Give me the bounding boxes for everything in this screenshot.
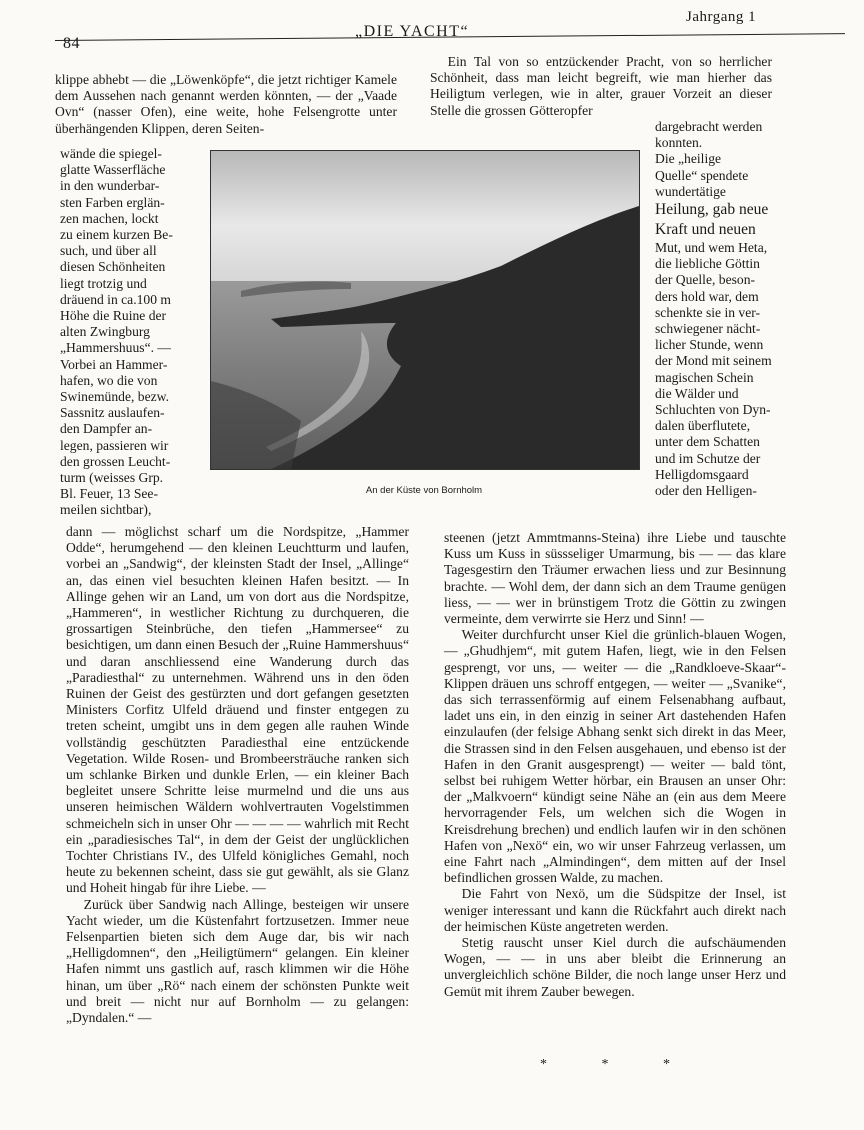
left-body xyxy=(66,524,409,1026)
section-end-mark: * * * xyxy=(540,1057,670,1072)
left-wrap-text: wände die spiegel- glatte Wasserfläche in den wunderbar- sten Farben erglän- zen machen, lockt zu einem kurzen Be- such, und über all diesen Schönheiten liegt trotzig und dräuend in ca.100 m Höhe die Ruine der alten Zwingburg „Hammershuus“. — Vorbei an Hammer- hafen, wo die von Swinemünde, bezw. Sassnitz auslaufen- den Dampfer an- legen, passieren wir den grossen Leucht- turm (weisses Grp. Bl. Feuer, 13 See- meilen sichtbar), xyxy=(60,146,173,518)
left-top-paragraph: klippe abhebt — die „Löwenköpfe“, die jetzt richtiger Kamele dem Aussehen nach genannt werden könnten, — der „Vaade Ovn“ (nasser Ofen), eine weite, hohe Felsengrotte unter überhängenden Klippen, deren Seiten- xyxy=(55,72,397,136)
right-paragraph-4: Stetig rauscht unser Kiel durch die aufschäumenden Wogen, — — in uns aber bleibt die Erinnerung an unvergleichlich schöne Bilder, die noch lange unser Herz und Gemüt mit ihrem Zauber bewegen. xyxy=(444,935,786,999)
right-body xyxy=(444,530,786,1000)
right-wrap-text: dargebracht werden konnten. Die „heilige Quelle“ spendete wundertätige Heilung, gab neue Kraft und neuen Mut, und wem Heta, die liebliche Göttin der Quelle, beson- ders hold war, dem schenkte sie in ver- schwiegener nächt- licher Stunde, wenn der Mond mit seinem magischen Schein die Wälder und Schluchten von Dyn- dalen überflutete, unter dem Schatten und im Schutze der Helligdomsgaard oder den Helligen- xyxy=(655,119,772,499)
coast-photo-illustration xyxy=(211,151,639,469)
right-paragraph-3: Die Fahrt von Nexö, um die Südspitze der Insel, ist weniger interessant und kann die Rückfahrt auch direkt nach der heimischen Küste angetreten werden. xyxy=(444,886,786,934)
volume-label: Jahrgang 1 xyxy=(686,9,757,25)
right-paragraph-2: Weiter durchfurcht unser Kiel die grünlich-blauen Wogen, — „Ghudhjem“, mit gutem Hafen, liegt, wie in den Felsen gesprengt, vor uns, — weiter — die „Randkloeve-Skaar“-Klippen dräuen uns schroff entgegen, — weiter — „Svanike“, das sich terrassenförmig auf einem Felsenabhang aufbaut, ladet uns ein, in den einzig in seiner Art dastehenden Hafen einzulaufen (der felsige Abhang senkt sich direkt in das Meer, die Strassen sind in den Felsen ausgehauen, und ebenso ist der Hafen in den Granit ausgesprengt) — weiter — bald tönt, selbst bei ruhigem Wetter hörbar, ein Brausen an unser Ohr: der „Malkvoern“ kündigt seine Nähe an (ein aus dem Meere hervorragender Fels, um welchen sich die Wogen in Kreisdrehung brechen) und endlich laufen wir in den schönen Hafen von „Nexö“ ein, wo wir unser Fahrzeug verlassen, um eine Fahrt nach „Almindingen“, dem mitten auf der Insel befindlichen grossen Walde, zu machen. xyxy=(444,627,786,886)
journal-title: „DIE YACHT“ xyxy=(355,23,470,40)
right-paragraph-1: steenen (jetzt Ammtmanns-Steina) ihre Liebe und tauschte Kuss um Kuss in süssseliger Umarmung, bis — — das klare Tagesgestirn den Träumer erwachen liess und zur Besinnung brachte. — Wohl dem, der dann sich an dem Traume genügen liess, — — wer in brünstigem Trotz die Göttin zu zwingen vermeinte, dem verwirrte sie Herz und Sinn! — xyxy=(444,530,786,627)
photo-caption: An der Küste von Bornholm xyxy=(365,485,483,496)
page-number: 84 xyxy=(63,35,80,52)
left-paragraph-1: dann — möglichst scharf um die Nordspitze, „Hammer Odde“, herumgehend — den kleinen Leuchtturm und laufen, vorbei an „Sandwig“, der kleinsten Stadt der Insel, „Allinge“ an, das einen viel besuchten kleinen Hafen besitzt. — In Allinge gehen wir an Land, um von dort aus die Nordspitze, „Hammeren“, in westlicher Richtung zu durchqueren, die grossartigen Steinbrüche, den tiefen „Hammersee“ zu besichtigen, um dann einen Besuch der „Ruine Hammershuus“ und daran anschliessend eine Wanderung durch das „Paradiesthal“ zu unternehmen. Während uns in den öden Ruinen der Geist des gestürzten und dort gefangen gesetzten Ministers Corfitz Ulfeld dräuend und finster entgegen zu treten scheint, umgibt uns in dem gegen alle rauhen Winde vollständig geschützten Paradiesthal eine entzückende Vegetation. Wilde Rosen- und Brombeersträuche ranken sich um schlanke Birken und dunkle Erlen, — ein kleiner Bach begleitet unsere Schritte leise murmelnd und die uns aus unseren heimischen Wäldern wohlvertrauten Vogelstimmen schmeicheln sich in unser Ohr — — — — wahrlich mit Recht ein „paradiesisches Tal“, in dem der Geist der unglücklichen Tochter Christians IV., des Ulfeld königliches Gemahl, noch heute zu bekennen scheint, dass sie gut gewählt, als sie Glanz und Hoheit hingab für ihre Liebe. — xyxy=(66,524,409,896)
coast-photo xyxy=(210,150,640,470)
right-top-paragraph: Ein Tal von so entzückender Pracht, von so herrlicher Schönheit, dass man leicht begreift, wie man hierher das Heiligtum verlegen, wie in alter, grauer Vorzeit an dieser Stelle die grossen Götteropfer xyxy=(430,54,772,118)
left-paragraph-2: Zurück über Sandwig nach Allinge, besteigen wir unsere Yacht wieder, um die Küstenfahrt fortzusetzen. Immer neue Felsenpartien bieten sich dem Auge dar, bis wir nach „Helligdomnen“, den „Heiligtümern“ gelangen. Ein kleiner Hafen nimmt uns gastlich auf, rasch klimmen wir die Höhe hinan, um über „Rö“ nach einem der schönsten Punkte weit und breit — nicht nur auf Bornholm — zu gelangen: „Dyndalen.“ — xyxy=(66,896,409,1026)
